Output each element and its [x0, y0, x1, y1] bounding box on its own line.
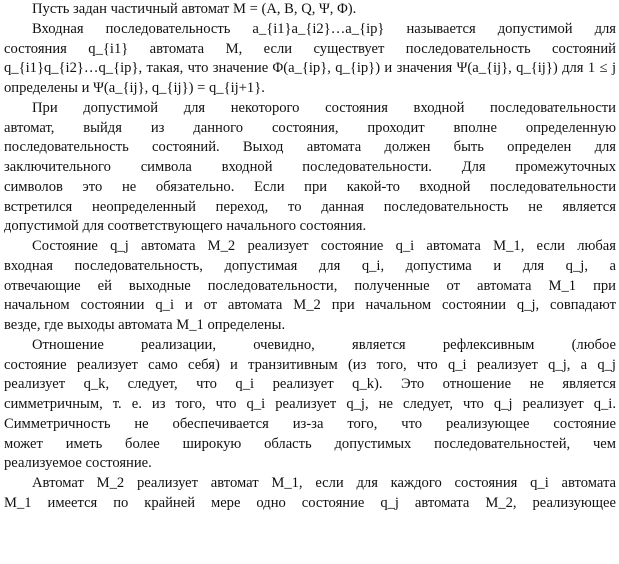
text-line: Отношение реализации, очевидно, является рефлексивным (любое	[32, 336, 616, 353]
text-line: заключительного символа входной последовательности. Для промежуточных	[4, 159, 616, 175]
text-line: симметричным, т. е. из того, что q_i реализует q_j, не следует, что q_j реализует q_i.	[4, 396, 616, 412]
text-line: Состояние q_j автомата M_2 реализует состояние q_i автомата M_1, если любая	[32, 238, 616, 254]
text-line: Автомат M_2 реализует автомат M_1, если для каждого состояния q_i автомата	[32, 475, 616, 491]
text-line: отвечающие ей выходные последовательности, полученные от автомата M_1 при	[4, 277, 616, 294]
text-line: M_1 имеется по крайней мере одно состояние q_j автомата M_2, реализующее	[4, 494, 616, 511]
text-line: допустимой для соответствующего начального состояния.	[4, 218, 367, 235]
text-line: может иметь более широкую область допустимых последовательностей, чем	[4, 435, 616, 452]
text-line: последовательность состояний. Выход автомата должен быть определен для	[4, 139, 616, 156]
text-line: встретился неопределенный переход, то данная последовательность не является	[4, 198, 616, 215]
text-line: Входная последовательность a_{i1}a_{i2}…a_{ip} называется допустимой для	[32, 20, 616, 37]
text-line: q_{i1}q_{i2}…q_{ip}, такая, что значение Φ(a_{ip}, q_{ip}) и значения Ψ(a_{ij}, q_{ij}) для 1 ≤ j	[4, 60, 616, 77]
text-line: реализует q_k, следует, что q_i реализует q_k). Это отношение не является	[4, 376, 616, 393]
text-line: состояния q_{i1} автомата M, если существует последовательность состояний	[4, 40, 616, 57]
text-lines	[4, 0, 616, 514]
text-line: реализуемое состояние.	[4, 455, 152, 472]
text-line: При допустимой для некоторого состояния входной последовательности	[32, 99, 616, 116]
text-line: Симметричность не обеспечивается из-за того, что реализующее состояние	[4, 415, 616, 432]
text-line: начальном состоянии q_i и от автомата M_2 при начальном состоянии q_j, совпадают	[4, 297, 616, 314]
text-line: Пусть задан частичный автомат M = (A, B, Q, Ψ, Φ).	[32, 1, 357, 17]
text-line: символов это не обязательно. Если при какой-то входной последовательности	[4, 178, 616, 195]
text-line: входная последовательность, допустимая для q_i, допустима и для q_j, а	[4, 257, 616, 274]
text-line: состояние реализует само себя) и транзитивным (из того, что q_i реализует q_j, а q_j	[4, 356, 616, 373]
text-line: везде, где выходы автомата M_1 определены.	[4, 317, 286, 333]
text-line: автомат, выйдя из данного состояния, проходит вполне определенную	[4, 119, 616, 136]
text-line: определены и Ψ(a_{ij}, q_{ij}) = q_{ij+1}.	[4, 80, 265, 96]
